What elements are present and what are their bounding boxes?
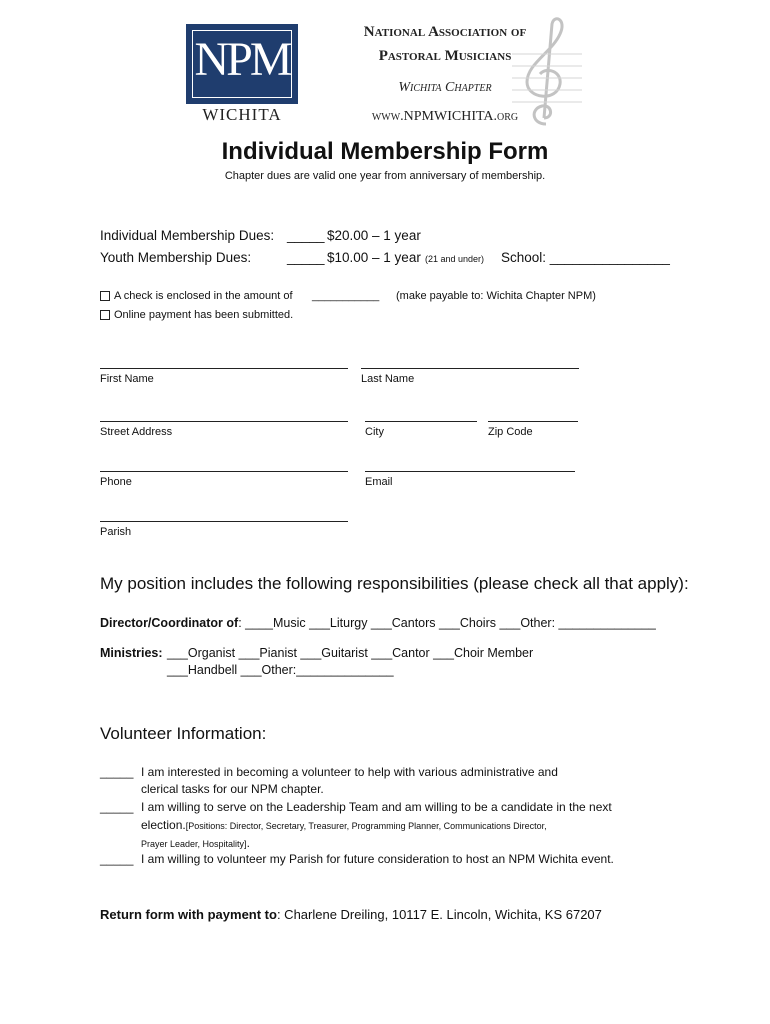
email-label: Email [365,476,393,488]
org-name-line2: Pastoral Musicians [378,48,512,64]
chapter-name: Wichita Chapter [398,80,492,95]
volunteer-item2-text: I am willing to serve on the Leadership Team and am willing to be a candidate in the next [141,800,612,814]
volunteer-item3-blank[interactable]: _____ [100,852,134,866]
volunteer-item1-blank[interactable]: _____ [100,765,134,779]
parish-label: Parish [100,526,132,538]
first-name-label: First Name [100,373,154,385]
phone-input[interactable] [100,471,348,472]
individual-dues-price: $20.00 – 1 year [327,228,421,243]
form-subtitle: Chapter dues are valid one year from anniversary of membership. [224,170,546,182]
volunteer-item2-end: . [246,836,250,850]
city-label: City [365,426,384,438]
check-checkbox[interactable] [100,291,110,301]
return-address: : Charlene Dreiling, 10117 E. Lincoln, Wichita, KS 67207 [276,907,602,922]
check-payable-note: (make payable to: Wichita Chapter NPM) [396,290,596,302]
phone-label: Phone [100,476,132,488]
street-address-input[interactable] [100,421,348,422]
check-option-label: A check is enclosed in the amount of [114,290,293,302]
ministries-options-line2[interactable]: ___Handbell ___Other:______________ [167,663,394,677]
zip-code-input[interactable] [488,421,578,422]
city-input[interactable] [365,421,477,422]
street-address-label: Street Address [100,426,173,438]
youth-dues-price: $10.00 – 1 year [327,250,421,265]
first-name-input[interactable] [100,368,348,369]
youth-dues-label: Youth Membership Dues: [100,250,252,265]
online-option-label: Online payment has been submitted. [114,309,294,321]
individual-dues-label: Individual Membership Dues: [100,228,275,243]
email-input[interactable] [365,471,575,472]
director-row[interactable] [100,616,656,630]
youth-dues-blank[interactable]: _____ [287,250,325,265]
volunteer-item3-text: I am willing to volunteer my Parish for future consideration to host an NPM Wichita event. [141,852,614,866]
form-title: Individual Membership Form [221,138,549,165]
volunteer-item2-text-cont [141,818,547,832]
position-heading: My position includes the following responsibilities (please check all that apply): [100,574,689,593]
zip-code-label: Zip Code [488,426,533,438]
return-instructions [100,907,602,922]
npm-logo [186,24,298,104]
online-checkbox[interactable] [100,310,110,320]
volunteer-heading: Volunteer Information: [100,724,267,743]
parish-input[interactable] [100,521,348,522]
ministries-options-line1[interactable]: ___Organist ___Pianist ___Guitarist ___Cantor ___Choir Member [167,646,534,660]
logo-subtitle: WICHITA [202,105,282,124]
check-amount-blank[interactable]: ___________ [312,290,380,302]
volunteer-positions-note: [Positions: Director, Secretary, Treasurer, Programming Planner, Communications Director, [185,821,547,831]
director-options[interactable]: : ____Music ___Liturgy ___Cantors ___Choirs ___Other: ______________ [238,616,656,630]
volunteer-item1-text-cont: clerical tasks for our NPM chapter. [141,782,324,796]
logo-text: NPM [194,33,290,86]
volunteer-positions-note-end: Prayer Leader, Hospitality] [141,839,247,849]
last-name-label: Last Name [361,373,415,385]
check-option[interactable] [100,290,293,302]
last-name-input[interactable] [361,368,579,369]
ministries-label: Ministries: [100,646,163,660]
volunteer-item2-election: election. [141,818,186,832]
website-link[interactable]: www.NPMWICHITA.org [371,109,519,124]
youth-age-note: (21 and under) [425,254,485,264]
volunteer-item2-blank[interactable]: _____ [100,800,134,814]
school-field[interactable]: School: ________________ [501,250,670,265]
online-option[interactable] [100,309,293,321]
volunteer-positions-note-cont [141,836,250,850]
volunteer-item1-text: I am interested in becoming a volunteer to help with various administrative and [141,765,558,779]
director-label: Director/Coordinator of [100,616,239,630]
individual-dues-blank[interactable]: _____ [287,228,325,243]
org-name-line1: National Association of [363,24,527,40]
return-label: Return form with payment to [100,907,277,922]
